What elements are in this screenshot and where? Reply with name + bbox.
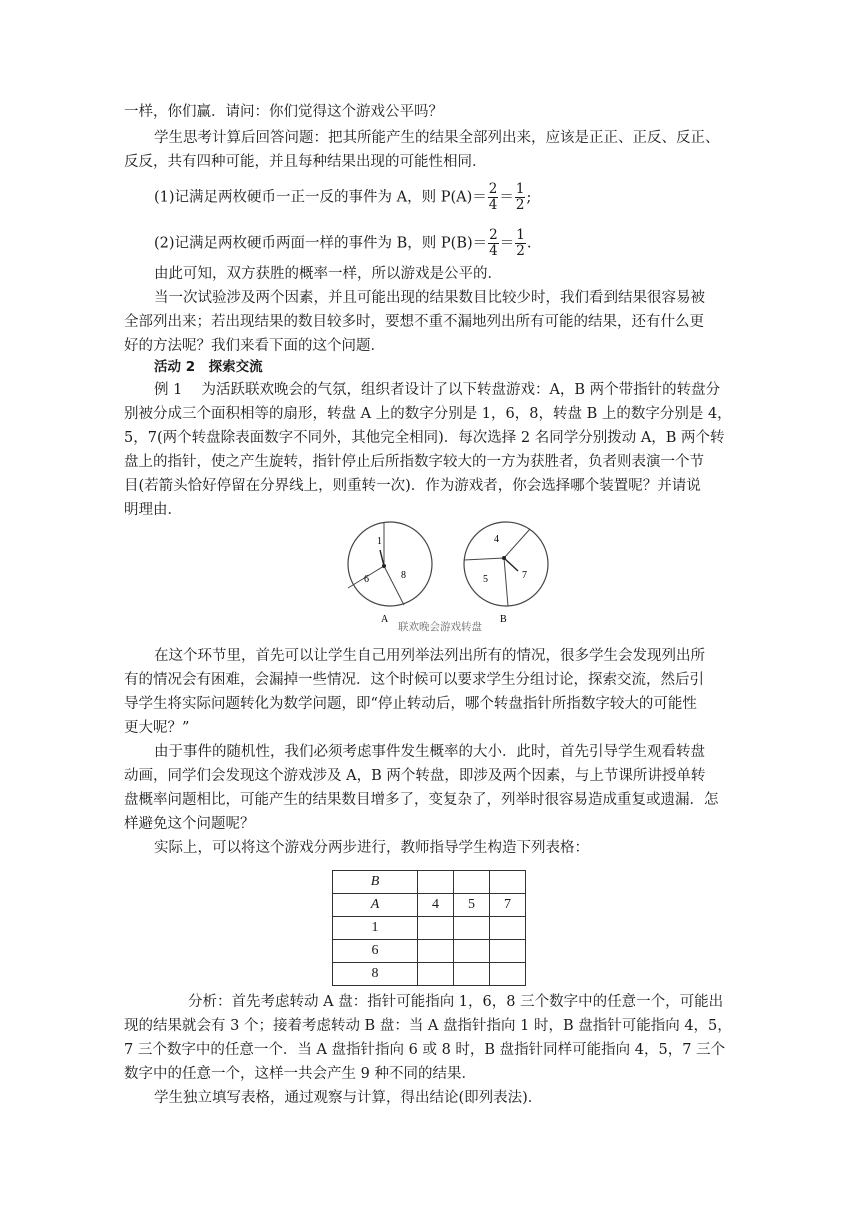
paragraph-line: 动画，同学们会发现这个游戏涉及 A，B 两个转盘，即涉及两个因素，与上节课所讲授单转 bbox=[124, 768, 706, 784]
paragraph-line: 在这个环节里，首先可以让学生自己用列举法列出所有的情况，很多学生会发现列出所 bbox=[154, 648, 705, 664]
paragraph-line: 样避免这个问题呢？ bbox=[124, 816, 255, 832]
paragraph-line: 更大呢？” bbox=[124, 720, 190, 736]
paragraph-line: 导学生将实际问题转化为数学问题，即“停止转动后，哪个转盘指针所指数字较大的可能性 bbox=[124, 696, 697, 712]
fraction: $\frac{1}{2}$ bbox=[516, 227, 525, 259]
paragraph-line: 由此可知，双方获胜的概率一样，所以游戏是公平的． bbox=[154, 266, 502, 282]
table-col-header: 7 bbox=[490, 894, 526, 917]
wheel-a-number: 8 bbox=[401, 570, 406, 581]
table-cell bbox=[454, 963, 490, 986]
wheel-b bbox=[464, 522, 548, 625]
wheel-a bbox=[348, 522, 432, 625]
table-header-a: A bbox=[333, 894, 418, 917]
paragraph-line: 盘上的指针，使之产生旋转，指针停止后所指数字较大的一方为获胜者，负者则表演一个节 bbox=[124, 454, 704, 470]
fraction: $\frac{1}{2}$ bbox=[515, 181, 525, 213]
table-row bbox=[333, 963, 526, 986]
table-col-header: 4 bbox=[418, 894, 454, 917]
table-header-b: B bbox=[333, 871, 418, 894]
table-cell bbox=[454, 871, 490, 894]
fraction: $\frac{2}{4}$ bbox=[489, 227, 498, 259]
paragraph-line: 例 1 为活跃联欢晚会的气氛，组织者设计了以下转盘游戏：A，B 两个带指针的转盘分 bbox=[154, 382, 721, 398]
paragraph-line: 由于事件的随机性，我们必须考虑事件发生概率的大小．此时，首先引导学生观看转盘 bbox=[154, 744, 705, 760]
table-cell bbox=[418, 917, 454, 940]
table-cell bbox=[490, 917, 526, 940]
wheel-b-label: B bbox=[500, 614, 507, 625]
wheel-a-number: 6 bbox=[364, 574, 369, 585]
table-row-header: 1 bbox=[333, 917, 418, 940]
paragraph-line: 学生独立填写表格，通过观察与计算，得出结论(即列表法)． bbox=[154, 1090, 543, 1106]
paragraph-line: 5，7(两个转盘除表面数字不同外，其他完全相同)．每次选择 2 名同学分别拨动 A，B 两个转 bbox=[124, 430, 725, 446]
table-row bbox=[333, 871, 526, 894]
equation-text: (2)记满足两枚硬币两面一样的事件为 B，则 P(B)＝ bbox=[154, 235, 488, 252]
paragraph-line: 学生思考计算后回答问题：把其所能产生的结果全部列出来，应该是正正、正反、反正、 bbox=[154, 130, 720, 146]
wheel-b-number: 7 bbox=[522, 570, 527, 581]
table-cell bbox=[454, 917, 490, 940]
table-cell bbox=[490, 940, 526, 963]
paragraph-line: 反反，共有四种可能，并且每种结果出现的可能性相同． bbox=[124, 154, 487, 170]
figure-caption: 联欢晚会游戏转盘 bbox=[398, 621, 482, 633]
paragraph-line: 盘概率问题相比，可能产生的结果数目增多了，变复杂了，列举时很容易造成重复或遗漏．怎 bbox=[124, 792, 719, 808]
paragraph-line: 数字中的任意一个，这样一共会产生 9 种不同的结果． bbox=[124, 1066, 476, 1082]
paragraph-line: 全部列出来；若出现结果的数目较多时，要想不重不漏地列出所有可能的结果，还有什么更 bbox=[124, 314, 704, 330]
paragraph-line: 分析：首先考虑转动 A 盘：指针可能指向 1，6，8 三个数字中的任意一个，可能出 bbox=[188, 994, 724, 1010]
table-row bbox=[333, 894, 526, 917]
equation-line-2: (2)记满足两枚硬币两面一样的事件为 B，则 P(B)＝ $\frac{2}{4}$ ＝ $\frac{1}{2}$ . bbox=[154, 227, 532, 259]
fraction: $\frac{2}{4}$ bbox=[488, 181, 498, 213]
table-cell bbox=[418, 940, 454, 963]
paragraph-line: 明理由． bbox=[124, 502, 182, 518]
table-row bbox=[333, 917, 526, 940]
table-cell bbox=[490, 871, 526, 894]
wheel-a-number: 1 bbox=[377, 536, 382, 547]
outcome-table bbox=[332, 870, 526, 986]
wheel-b-number: 4 bbox=[494, 534, 499, 545]
table-row-header: 6 bbox=[333, 940, 418, 963]
paragraph-line: 有的情况会有困难，会漏掉一些情况．这个时候可以要求学生分组讨论，探索交流，然后引 bbox=[124, 672, 704, 688]
paragraph-line: 好的方法呢？我们来看下面的这个问题． bbox=[124, 338, 385, 354]
table-row-header: 8 bbox=[333, 963, 418, 986]
paragraph-line: 一样，你们赢．请问：你们觉得这个游戏公平吗？ bbox=[124, 104, 443, 120]
wheel-a-label: A bbox=[381, 614, 389, 625]
table-cell bbox=[418, 871, 454, 894]
paragraph-line: 现的结果就会有 3 个；接着考虑转动 B 盘：当 A 盘指针指向 1 时，B 盘指针可能指向 4，5， bbox=[124, 1018, 732, 1034]
equation-line-1: (1)记满足两枚硬币一正一反的事件为 A，则 P(A)＝ $\frac{2}{4}$ ＝ $\frac{1}{2}$ ; bbox=[154, 181, 532, 213]
table-col-header: 5 bbox=[454, 894, 490, 917]
wheel-b-number: 5 bbox=[483, 574, 488, 585]
paragraph-line: 实际上，可以将这个游戏分两步进行，教师指导学生构造下列表格： bbox=[154, 840, 589, 856]
table-cell bbox=[490, 963, 526, 986]
table-cell bbox=[454, 940, 490, 963]
section-heading: 活动 2 探索交流 bbox=[154, 359, 263, 375]
paragraph-line: 目(若箭头恰好停留在分界线上，则重转一次)．作为游戏者，你会选择哪个装置呢？并请说 bbox=[124, 478, 701, 494]
paragraph-line: 7 三个数字中的任意一个．当 A 盘指针指向 6 或 8 时，B 盘指针同样可能指向 4，5，7 三个 bbox=[124, 1042, 726, 1058]
paragraph-line: 当一次试验涉及两个因素，并且可能出现的结果数目比较少时，我们看到结果很容易被 bbox=[154, 290, 705, 306]
table-row bbox=[333, 940, 526, 963]
paragraph-line: 别被分成三个面积相等的扇形，转盘 A 上的数字分别是 1，6，8，转盘 B 上的数字分别是 4， bbox=[124, 406, 732, 422]
equation-text: (1)记满足两枚硬币一正一反的事件为 A，则 P(A)＝ bbox=[154, 189, 487, 206]
table-cell bbox=[418, 963, 454, 986]
